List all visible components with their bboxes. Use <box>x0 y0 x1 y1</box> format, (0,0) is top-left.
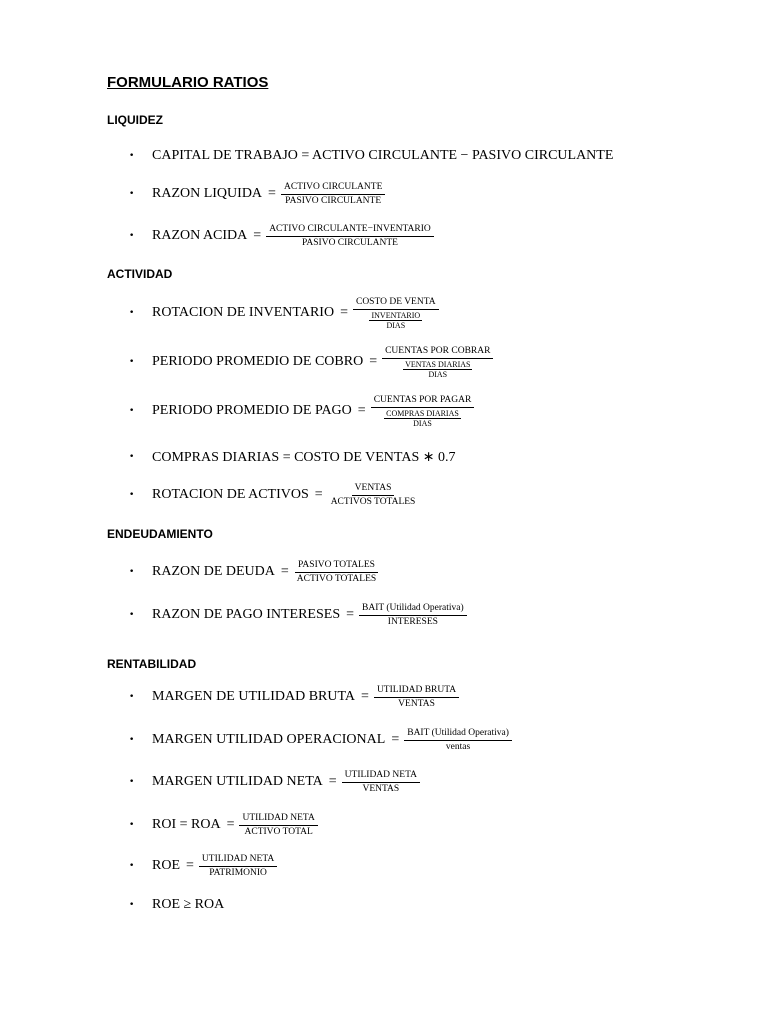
formula-razon-de-pago-intereses <box>125 595 467 635</box>
formula-margen-de-utilidad-bruta <box>125 677 459 717</box>
fraction-denominator <box>381 408 464 428</box>
fraction-denominator <box>400 359 475 379</box>
equals-sign: = <box>357 403 366 418</box>
formula-text: COMPRAS DIARIAS = COSTO DE VENTAS ∗ 0.7 <box>152 449 456 465</box>
formula-roe <box>125 846 277 886</box>
fraction <box>359 603 467 628</box>
bullet: • <box>129 308 135 318</box>
fraction-numerator: ACTIVO CIRCULANTE−INVENTARIO <box>266 224 434 237</box>
bullet: • <box>129 820 135 830</box>
equals-sign: = <box>369 354 378 369</box>
equals-sign: = <box>314 487 323 502</box>
fraction <box>281 182 385 207</box>
formula-label: MARGEN DE UTILIDAD BRUTA <box>152 689 356 704</box>
formula-label: PERIODO PROMEDIO DE PAGO <box>152 403 352 418</box>
nested-fraction <box>403 360 472 379</box>
fraction-denominator <box>366 310 425 330</box>
formula-label: MARGEN UTILIDAD OPERACIONAL <box>152 732 386 747</box>
formula-margen-utilidad-operacional <box>125 720 512 760</box>
equals-sign: = <box>346 607 355 622</box>
fraction-numerator: ACTIVO CIRCULANTE <box>281 182 385 195</box>
fraction-numerator: UTILIDAD NETA <box>239 813 317 826</box>
fraction <box>342 770 420 795</box>
fraction-denominator: VENTAS <box>362 783 400 794</box>
fraction-denominator: INTERESES <box>387 616 438 627</box>
fraction-denominator: ACTIVO TOTALES <box>296 573 377 584</box>
fraction <box>266 224 434 249</box>
fraction-denominator: PASIVO CIRCULANTE <box>301 237 398 248</box>
equals-sign: = <box>253 228 262 243</box>
bullet: • <box>129 452 135 462</box>
fraction-denominator: ACTIVO TOTAL <box>244 826 313 837</box>
bullet: • <box>129 151 135 161</box>
fraction <box>353 297 439 330</box>
bullet: • <box>129 406 135 416</box>
bullet: • <box>129 610 135 620</box>
equals-sign: = <box>226 817 235 832</box>
fraction <box>374 685 459 710</box>
bullet: • <box>129 231 135 241</box>
formula-capital-de-trabajo <box>125 136 613 176</box>
fraction-numerator: CUENTAS POR COBRAR <box>382 346 493 359</box>
fraction-numerator: UTILIDAD NETA <box>199 854 277 867</box>
formula-compras-diarias <box>125 437 455 477</box>
nested-numerator: VENTAS DIARIAS <box>405 359 471 369</box>
fraction-numerator: VENTAS <box>352 483 395 496</box>
bullet: • <box>129 567 135 577</box>
formula-label: ROTACION DE INVENTARIO <box>152 305 335 320</box>
section-heading-liquidez: LIQUIDEZ <box>107 113 163 127</box>
fraction-numerator: UTILIDAD BRUTA <box>374 685 459 698</box>
bullet: • <box>129 692 135 702</box>
fraction <box>239 813 317 838</box>
section-heading-rentabilidad: RENTABILIDAD <box>107 657 197 671</box>
fraction <box>199 854 277 879</box>
fraction-denominator: VENTAS <box>398 698 435 709</box>
formula-rotacion-de-inventario <box>125 293 439 333</box>
fraction-denominator: PASIVO CIRCULANTE <box>285 195 382 206</box>
document-title: FORMULARIO RATIOS <box>107 74 269 91</box>
fraction-denominator: ventas <box>445 741 471 752</box>
formula-label: MARGEN UTILIDAD NETA <box>152 774 323 789</box>
formula-periodo-promedio-de-cobro <box>125 342 493 382</box>
formula-label: ROI = ROA <box>152 817 221 832</box>
formula-text: ROE ≥ ROA <box>152 897 225 912</box>
formula-label: RAZON ACIDA <box>152 228 248 243</box>
equals-sign: = <box>361 689 369 704</box>
formula-label: RAZON DE PAGO INTERESES <box>152 607 341 622</box>
fraction <box>382 346 493 379</box>
formula-roe-vs-roa <box>125 885 224 925</box>
equals-sign: = <box>340 305 348 320</box>
formula-razon-de-deuda <box>125 552 379 592</box>
formula-rotacion-de-activos <box>125 475 418 515</box>
formula-label: RAZON LIQUIDA <box>152 186 263 201</box>
equals-sign: = <box>268 186 276 201</box>
fraction <box>404 728 512 753</box>
fraction-numerator: CUENTAS POR PAGAR <box>371 395 475 408</box>
nested-numerator: INVENTARIO <box>371 310 421 320</box>
nested-denominator: DIAS <box>428 369 448 379</box>
formula-razon-liquida <box>125 174 385 214</box>
nested-denominator: DIAS <box>386 320 406 330</box>
equals-sign: = <box>280 564 289 579</box>
bullet: • <box>129 189 135 199</box>
bullet: • <box>129 735 135 745</box>
formula-label: PERIODO PROMEDIO DE COBRO <box>152 354 364 369</box>
formula-label: ROE <box>152 858 180 873</box>
fraction-numerator: COSTO DE VENTA <box>353 297 439 310</box>
fraction-numerator: PASIVO TOTALES <box>295 560 378 573</box>
fraction <box>328 483 419 508</box>
fraction <box>371 395 475 428</box>
fraction-denominator: ACTIVOS TOTALES <box>330 496 416 507</box>
section-heading-endeudamiento: ENDEUDAMIENTO <box>107 527 213 541</box>
fraction-numerator: BAIT (Utilidad Operativa) <box>404 728 512 741</box>
formula-text: CAPITAL DE TRABAJO = ACTIVO CIRCULANTE − PASIVO CIRCULANTE <box>152 148 614 163</box>
formula-label: RAZON DE DEUDA <box>152 564 275 579</box>
nested-numerator: COMPRAS DIARIAS <box>386 408 459 418</box>
equals-sign: = <box>186 858 194 873</box>
bullet: • <box>129 777 135 787</box>
bullet: • <box>129 861 135 871</box>
formula-roi-roa <box>125 805 318 845</box>
section-heading-actividad: ACTIVIDAD <box>107 267 173 281</box>
nested-denominator: DIAS <box>413 418 432 428</box>
fraction-numerator: UTILIDAD NETA <box>342 770 420 783</box>
bullet: • <box>129 357 135 367</box>
nested-fraction <box>369 311 422 330</box>
formula-periodo-promedio-de-pago <box>125 391 474 431</box>
bullet: • <box>129 490 135 500</box>
equals-sign: = <box>391 732 400 747</box>
bullet: • <box>129 900 135 910</box>
formula-margen-utilidad-neta <box>125 762 420 802</box>
equals-sign: = <box>328 774 337 789</box>
formula-label: ROTACION DE ACTIVOS <box>152 487 309 502</box>
fraction-numerator: BAIT (Utilidad Operativa) <box>359 603 467 616</box>
fraction <box>294 560 379 585</box>
fraction-denominator: PATRIMONIO <box>209 867 267 878</box>
nested-fraction <box>384 409 461 428</box>
formula-razon-acida <box>125 216 434 256</box>
